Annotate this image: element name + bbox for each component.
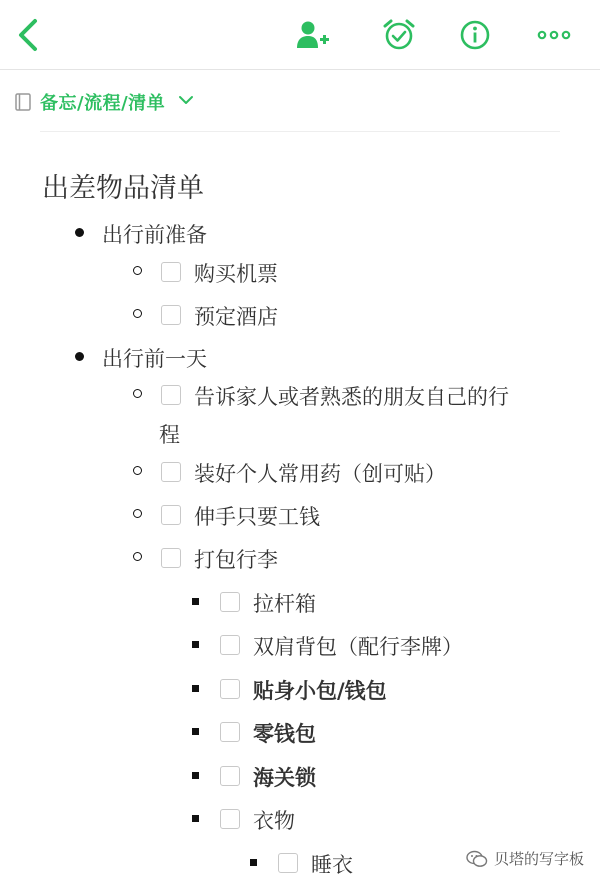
checkbox[interactable] — [220, 766, 240, 786]
square-bullet — [250, 859, 257, 866]
list-item-text: 出行前准备 — [102, 223, 207, 247]
circle-bullet — [133, 552, 142, 561]
list-item-text: 出行前一天 — [102, 347, 207, 371]
checkbox[interactable] — [161, 385, 181, 405]
checklist-item — [0, 495, 600, 535]
circle-bullet — [133, 266, 142, 275]
square-bullet — [192, 641, 199, 648]
wechat-icon — [466, 850, 488, 868]
checkbox[interactable] — [161, 548, 181, 568]
checklist-item — [0, 669, 600, 709]
checklist-item-text: 告诉家人或者熟悉的朋友自己的行 — [194, 385, 509, 409]
checkbox[interactable] — [161, 305, 181, 325]
list-item — [0, 337, 600, 377]
checkbox[interactable] — [220, 722, 240, 742]
info-icon — [459, 19, 491, 51]
chevron-down-icon[interactable] — [178, 94, 194, 106]
checklist-item-text: 衣物 — [253, 809, 295, 833]
square-bullet — [192, 772, 199, 779]
breadcrumb-path[interactable]: 备忘/流程/清单 — [40, 93, 166, 114]
more-icon — [537, 29, 571, 41]
checklist-item-text: 装好个人常用药（创可贴） — [194, 462, 446, 486]
list-item — [0, 213, 600, 253]
checklist-item-text: 购买机票 — [194, 262, 278, 286]
share-button[interactable] — [295, 17, 331, 53]
square-bullet — [192, 728, 199, 735]
checklist-item-text: 零钱包 — [253, 722, 316, 746]
checklist-item-text: 双肩背包（配行李牌） — [253, 635, 463, 659]
checklist-item — [0, 582, 600, 622]
checkbox[interactable] — [220, 592, 240, 612]
checklist-item-text: 贴身小包/钱包 — [253, 679, 387, 703]
back-button[interactable] — [10, 17, 46, 53]
checklist-item — [0, 375, 600, 415]
checklist-item — [0, 756, 600, 796]
add-person-icon — [296, 20, 330, 50]
notebook-breadcrumb[interactable] — [0, 70, 600, 132]
alarm-clock-icon — [382, 18, 416, 52]
circle-bullet — [133, 389, 142, 398]
watermark-text: 贝塔的写字板 — [493, 850, 584, 868]
checkbox[interactable] — [278, 853, 298, 873]
checkbox[interactable] — [220, 679, 240, 699]
circle-bullet — [133, 309, 142, 318]
notebook-icon — [15, 93, 31, 111]
reminder-button[interactable] — [381, 17, 417, 53]
checklist-item-text: 睡衣 — [311, 853, 353, 877]
header-divider — [40, 131, 560, 132]
checklist-item-text: 拉杆箱 — [253, 592, 316, 616]
circle-bullet — [133, 509, 142, 518]
circle-bullet — [133, 466, 142, 475]
checkbox[interactable] — [220, 809, 240, 829]
disc-bullet — [75, 228, 84, 237]
checklist-item — [0, 538, 600, 578]
checklist-item-text: 伸手只要工钱 — [194, 505, 320, 529]
checklist-item — [0, 452, 600, 492]
checkbox[interactable] — [161, 505, 181, 525]
watermark — [466, 848, 584, 869]
checklist-item — [0, 252, 600, 292]
checklist-item-text: 海关锁 — [253, 766, 316, 790]
checkbox[interactable] — [161, 262, 181, 282]
checklist-item-continuation — [0, 413, 600, 453]
checklist-item-text: 打包行李 — [194, 548, 278, 572]
info-button[interactable] — [457, 17, 493, 53]
checkbox[interactable] — [161, 462, 181, 482]
checklist-item-text: 程 — [159, 423, 180, 447]
checklist-item — [0, 625, 600, 665]
square-bullet — [192, 598, 199, 605]
checklist-item — [0, 712, 600, 752]
more-button[interactable] — [536, 17, 572, 53]
chevron-left-icon — [16, 18, 40, 52]
top-toolbar — [0, 0, 600, 70]
disc-bullet — [75, 352, 84, 361]
checkbox[interactable] — [220, 635, 240, 655]
note-title: 出差物品清单 — [42, 173, 204, 204]
square-bullet — [192, 685, 199, 692]
checklist-item — [0, 799, 600, 839]
square-bullet — [192, 815, 199, 822]
checklist-item — [0, 295, 600, 335]
checklist-item-text: 预定酒店 — [194, 305, 278, 329]
